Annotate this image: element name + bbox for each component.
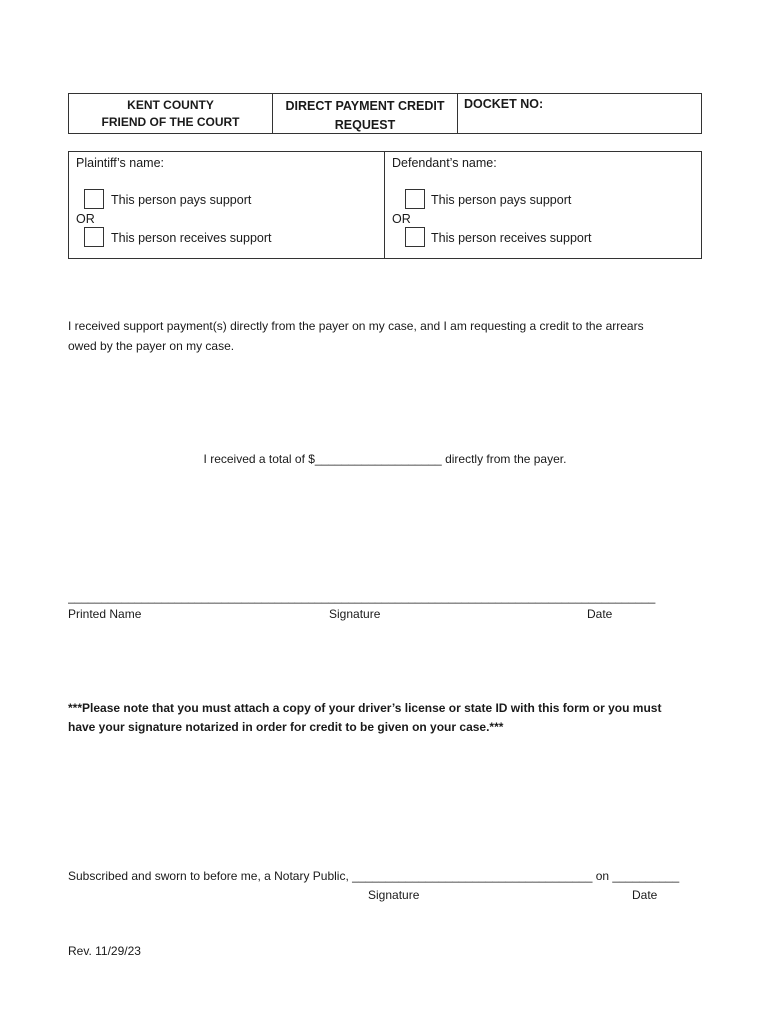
notary-date-label: Date [632, 888, 658, 902]
plaintiff-receives-label: This person receives support [111, 231, 272, 245]
form-title-line2: REQUEST [334, 118, 396, 132]
office-name: FRIEND OF THE COURT [101, 115, 240, 129]
header-table [68, 93, 702, 134]
defendant-name-label: Defendant’s name: [392, 156, 497, 170]
signature-line[interactable]: ________________________________________________________________________________________ [68, 590, 656, 604]
notary-line[interactable]: Subscribed and sworn to before me, a Notary Public, ____________________________________ on __________ [68, 869, 680, 883]
statement-line2: owed by the payer on my case. [68, 339, 235, 353]
plaintiff-or-label: OR [76, 212, 95, 226]
statement-paragraph [68, 316, 708, 356]
form-title-cell [273, 94, 458, 133]
identification-note [68, 699, 728, 737]
total-received-line[interactable]: I received a total of $___________________ directly from the payer. [203, 452, 567, 466]
defendant-or-label: OR [392, 212, 411, 226]
county-name: KENT COUNTY [127, 98, 214, 112]
notary-signature-label: Signature [368, 888, 420, 902]
defendant-pays-label: This person pays support [431, 193, 572, 207]
county-cell [69, 94, 273, 133]
defendant-cell [385, 152, 701, 258]
docket-label: DOCKET NO: [464, 97, 544, 111]
form-title-line1: DIRECT PAYMENT CREDIT [285, 99, 445, 113]
printed-name-label: Printed Name [68, 607, 142, 621]
plaintiff-pays-label: This person pays support [111, 193, 252, 207]
note-line2: have your signature notarized in order for credit to be given on your case.*** [68, 720, 504, 734]
signature-label: Signature [329, 607, 381, 621]
docket-number-field[interactable] [458, 94, 701, 133]
revision-label: Rev. 11/29/23 [68, 944, 141, 958]
party-table [68, 151, 702, 259]
plaintiff-pays-checkbox[interactable] [84, 189, 104, 209]
plaintiff-name-label: Plaintiff’s name: [76, 156, 165, 170]
date-label: Date [587, 607, 613, 621]
plaintiff-receives-checkbox[interactable] [84, 227, 104, 247]
defendant-receives-label: This person receives support [431, 231, 592, 245]
note-line1: ***Please note that you must attach a copy of your driver’s license or state ID with this form or you must [68, 701, 662, 715]
plaintiff-cell [69, 152, 385, 258]
defendant-pays-checkbox[interactable] [405, 189, 425, 209]
statement-line1: I received support payment(s) directly from the payer on my case, and I am requesting a credit to the arrears [68, 319, 644, 333]
defendant-receives-checkbox[interactable] [405, 227, 425, 247]
